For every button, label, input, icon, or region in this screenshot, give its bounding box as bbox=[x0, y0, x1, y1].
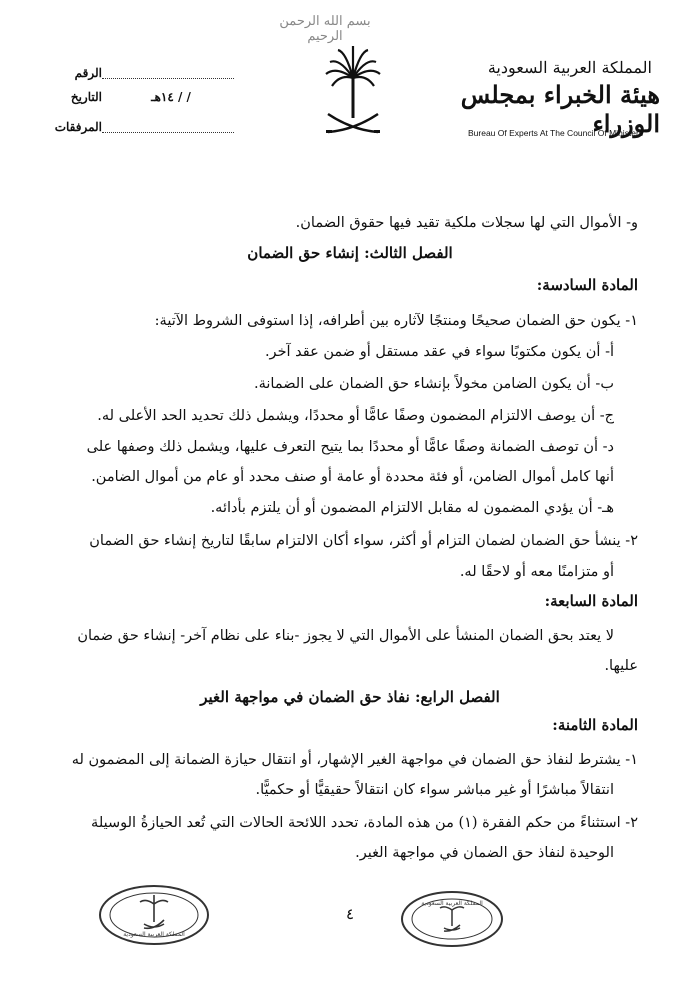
number-line bbox=[102, 68, 234, 79]
clause-w: و- الأموال التي لها سجلات ملكية تقيد فيها حقوق الضمان. bbox=[295, 215, 638, 231]
article-6-item-d-line-2: أنها كامل أموال الضامن، أو فئة محددة أو عامة أو صنف محدد أو عام من أموال الضامن. bbox=[91, 469, 614, 485]
article-6-item-c: ج- أن يوصف الالتزام المضمون وصفًا عامًّا أو محددًا، ويشمل ذلك تحديد الحد الأعلى له. bbox=[97, 408, 614, 424]
article-6-para-2-line-2: أو متزامنًا معه أو لاحقًا له. bbox=[459, 564, 614, 580]
article-7-heading: المادة السابعة: bbox=[544, 592, 638, 610]
seal-right-icon bbox=[400, 890, 504, 948]
article-6-item-d-line-1: د- أن توصف الضمانة وصفًا عامًّا أو محددًا بما يتيح التعرف عليها، ويشمل ذلك وصفها على bbox=[86, 439, 614, 455]
attachments-field bbox=[40, 118, 240, 136]
seal-right-text: المملكة العربية السعودية bbox=[421, 900, 483, 907]
date-value: / / ١٤هـ bbox=[151, 90, 191, 104]
attachments-line bbox=[102, 122, 234, 133]
article-6-item-a: أ- أن يكون مكتوبًا سواء في عقد مستقل أو ضمن عقد آخر. bbox=[264, 344, 614, 360]
article-8-para-1-line-1: ١- يشترط لنفاذ حق الضمان في مواجهة الغير الإشهار، أو انتقال حيازة الضمانة إلى المضمون له bbox=[71, 752, 638, 768]
org-name-arabic: المملكة العربية السعودية bbox=[487, 58, 652, 77]
page-number: ٤ bbox=[345, 905, 355, 923]
palm-swords-emblem-icon bbox=[322, 44, 384, 144]
chapter-4-heading: الفصل الرابع: نفاذ حق الضمان في مواجهة الغير bbox=[200, 688, 500, 706]
attachments-label: المرفقات bbox=[54, 120, 102, 134]
seal-left-text: المملكة العربية السعودية bbox=[123, 931, 185, 938]
article-6-item-h: هـ- أن يؤدي المضمون له مقابل الالتزام المضمون أو أن يلتزم بأدائه. bbox=[210, 500, 614, 516]
seal-left-icon bbox=[98, 884, 210, 946]
article-8-para-2-line-2: الوحيدة لنفاذ حق الضمان في مواجهة الغير. bbox=[355, 845, 614, 861]
article-8-para-2-line-1: ٢- استثناءً من حكم الفقرة (١) من هذه المادة، تحدد اللائحة الحالات التي تُعد الحيازةُ الوسيلة bbox=[91, 815, 638, 831]
date-field bbox=[40, 90, 240, 104]
chapter-3-heading: الفصل الثالث: إنشاء حق الضمان bbox=[247, 244, 453, 262]
article-8-para-1-line-2: انتقالاً مباشرًا أو غير مباشر سواء كان انتقالاً حقيقيًّا أو حكميًّا. bbox=[255, 782, 614, 798]
org-bureau-arabic: هيئة الخبراء بمجلس الوزراء bbox=[460, 80, 660, 138]
article-6-heading: المادة السادسة: bbox=[536, 276, 638, 294]
article-8-heading: المادة الثامنة: bbox=[552, 716, 638, 734]
basmala-calligraphy: بسم الله الرحمن الرحيم bbox=[279, 14, 371, 44]
number-field bbox=[40, 64, 240, 82]
article-6-para-2-line-1: ٢- ينشأ حق الضمان لضمان التزام أو أكثر، سواء أكان الالتزام سابقًا لتاريخ إنشاء حق الضمان bbox=[89, 533, 638, 549]
article-6-item-b: ب- أن يكون الضامن مخولاً بإنشاء حق الضمان على الضمانة. bbox=[254, 376, 614, 392]
article-7-line-2: عليها. bbox=[604, 658, 638, 674]
org-name-english: Bureau Of Experts At The Council Of Ministers bbox=[468, 128, 644, 138]
number-label: الرقم bbox=[74, 66, 102, 80]
date-label: التاريخ bbox=[70, 90, 102, 104]
article-7-line-1: لا يعتد بحق الضمان المنشأ على الأموال التي لا يجوز -بناء على نظام آخر- إنشاء حق ضمان bbox=[77, 628, 614, 644]
article-6-para-1: ١- يكون حق الضمان صحيحًا ومنتجًا لآثاره بين أطرافه، إذا استوفى الشروط الآتية: bbox=[154, 313, 638, 329]
